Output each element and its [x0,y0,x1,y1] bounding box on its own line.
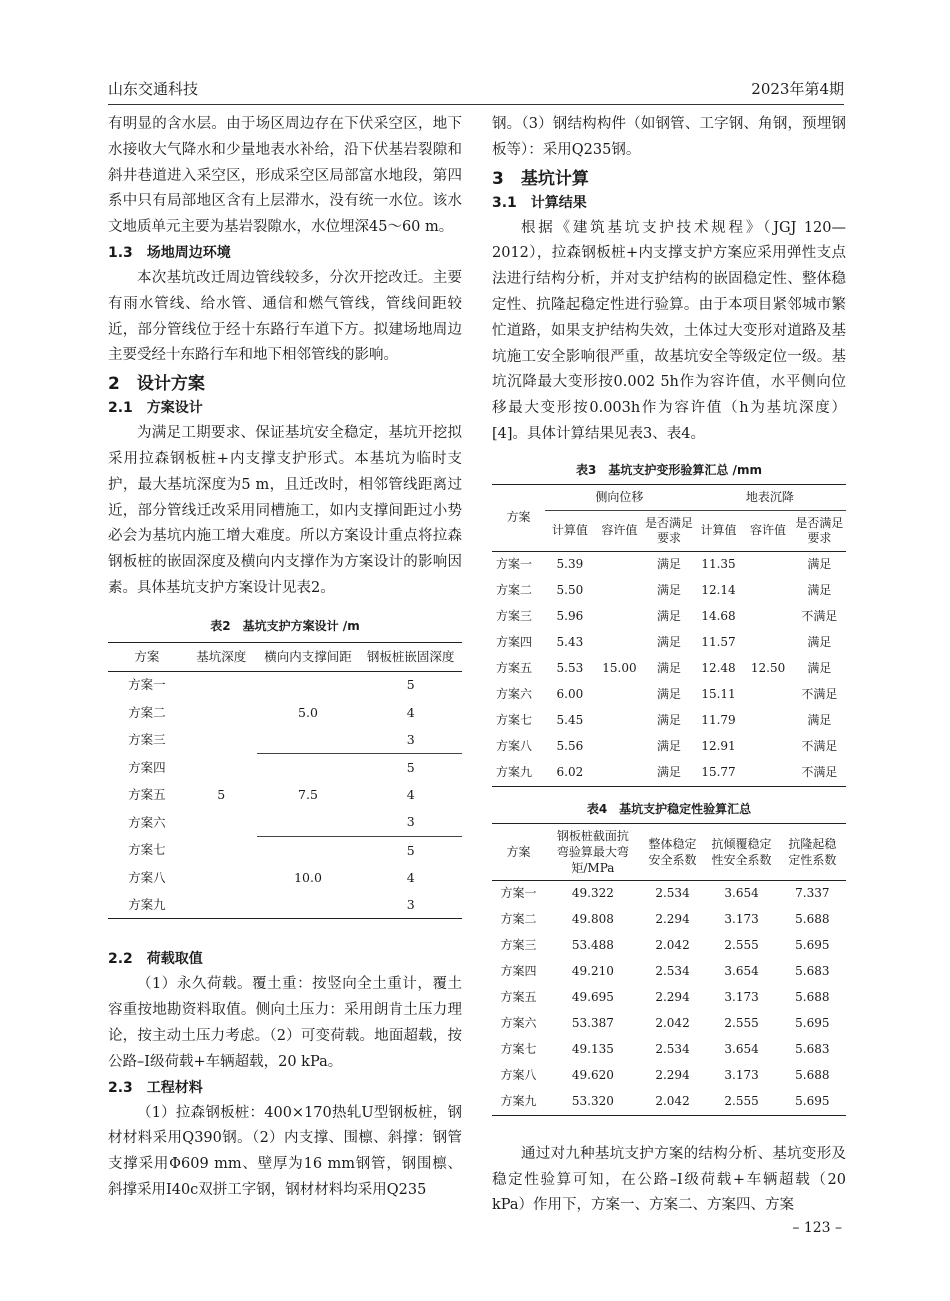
table-4-moment: 49.322 [571,885,614,900]
table-4-scheme: 方案六 [500,1015,537,1030]
table-2-embed: 3 [359,809,462,837]
table-2-embed: 4 [406,787,415,803]
table-3-lateral-ok: 满足 [656,686,681,701]
table-3-header-allow: 容许值 [743,510,793,551]
table-2-scheme: 方案二 [128,704,166,720]
table-3 [492,484,846,787]
table-3-row [492,760,846,787]
paragraph-2-1: 为满足工期要求、保证基坑安全稳定，基坑开挖拟采用拉森钢板桩+内支撑支护形式。本基坑为临时支护，最大基坑深度为5 m，且迁改时，相邻管线距离过近，部分管线迁改采用同槽施工，如内支撑间距过小势必会为基坑内施工增大难度。所以方案设计重点将拉森钢板桩的嵌固深度及横向内支撑作为方案设计的影响因素。具体基坑支护方案设计见表2。 [108,425,462,596]
table-3-lateral-ok: 满足 [656,738,681,753]
table-4-row [492,907,846,933]
table-4-scheme: 方案八 [500,1067,537,1082]
table-4-scheme: 方案二 [500,911,537,926]
table-4-overturn: 2.555 [724,1015,759,1030]
table-3-scheme: 方案二 [496,582,533,597]
table-2-embed: 5 [406,677,415,693]
table-3-header-scheme: 方案 [492,484,545,551]
table-4-uplift: 5.683 [795,963,830,978]
table-3-row [492,682,846,708]
table-4-uplift: 5.688 [795,911,830,926]
table-4-header: 整体稳定安全系数 [641,823,705,880]
table-3-settle-calc: 12.91 [701,738,736,753]
section-2-heading: 2 设计方案 [108,374,205,395]
table-4-header: 钢板桩截面抗弯验算最大弯矩/MPa [545,823,641,880]
table-4-moment: 53.320 [571,1093,614,1108]
table-3-header-ok: 是否满足要求 [644,510,694,551]
table-4-overturn: 3.173 [724,1067,759,1082]
page-number: – 123 – [792,1220,842,1236]
table-3-scheme: 方案一 [496,556,533,571]
table-4-overall: 2.042 [655,1093,690,1108]
table-3-row [492,708,846,734]
table-4-scheme: 方案一 [500,885,537,900]
running-header [108,74,844,105]
table-4-row [492,880,846,907]
table-4-row [492,1037,846,1063]
table-4-overturn: 3.173 [724,989,759,1004]
table-3-lateral-calc: 5.56 [556,738,584,753]
table-2-embed: 5 [406,760,415,775]
table-3-scheme: 方案四 [496,634,533,649]
table-4-uplift: 5.695 [795,937,830,952]
table-2-scheme: 方案三 [128,732,166,748]
table-3-settle-ok: 不满足 [801,686,838,701]
table-4-header: 抗隆起稳定性系数 [779,823,846,880]
table-3-row [492,656,846,682]
table-2-header: 钢板桩嵌固深度 [359,642,462,671]
table-4-scheme: 方案四 [500,963,537,978]
table-4-row [492,1089,846,1116]
table-4-row [492,959,846,985]
table-4-overturn: 2.555 [724,937,759,952]
table-2-scheme: 方案八 [128,869,166,885]
paragraph-2-3: （1）拉森钢板桩：400×170热轧U型钢板桩，钢材材料采用Q390钢。（2）内支撑、围檩、斜撑：钢管支撑采用Φ609 mm、壁厚为16 mm钢管，钢围檩、斜撑采用I40c双拼工字钢，钢材材料均采用Q235 [108,1104,462,1199]
table-3-header-allow: 容许值 [595,510,645,551]
paragraph-2-2: （1）永久荷载。覆土重：按竖向全土重计，覆土容重按地勘资料取值。侧向土压力：采用朗肯土压力理论，按主动土压力考虑。（2）可变荷载。地面超载，按公路–I级荷载+车辆超载，20 kPa。 [108,976,462,1070]
table-2-header: 方案 [108,642,186,671]
table-4-scheme: 方案五 [500,989,537,1004]
table-2-depth: 5 [217,787,226,803]
table-2-scheme: 方案一 [128,677,166,693]
table-3-settle-calc: 15.11 [701,686,736,701]
table-2-embed: 5 [406,842,415,858]
table-3-lateral-calc: 6.02 [556,764,584,779]
table-2-scheme: 方案六 [128,814,166,830]
table-2-embed: 3 [359,726,462,754]
table-3-lateral-calc: 6.00 [556,686,584,701]
table-4-scheme: 方案九 [500,1093,537,1108]
table-3-settle-ok: 满足 [807,582,832,597]
table-4-overall: 2.534 [655,1041,690,1056]
table-2-header: 横向内支撑间距 [257,642,360,671]
table-3-row [492,551,846,578]
table-3-lateral-calc: 5.53 [556,660,584,675]
table-4-uplift: 5.683 [795,1041,830,1056]
table-2-scheme: 方案五 [128,787,166,803]
table-3-settle-ok: 满足 [807,634,832,649]
table-4-moment: 53.488 [571,937,614,952]
table-3-lateral-ok: 满足 [656,634,681,649]
table-4-scheme: 方案七 [500,1041,537,1056]
table-3-scheme: 方案八 [496,738,533,753]
table-3-header-settlement: 地表沉降 [694,484,846,510]
table-4-overturn: 2.555 [724,1093,759,1108]
table-3-settle-allow: 12.50 [750,660,786,675]
table-3-scheme: 方案三 [496,608,533,623]
paragraph-3-1: 根据《建筑基坑支护技术规程》（JGJ 120—2012），拉森钢板桩+内支撑支护方案应采用弹性支点法进行结构分析，并对支护结构的嵌固稳定性、整体稳定性、抗隆起稳定性进行验算。由于本项目紧邻城市繁忙道路，如果支护结构失效，土体过大变形对道路及基坑施工安全影响很严重，故基坑安全等级定位一级。基坑沉降最大变形按0.002 5h作为容许值，水平侧向位移最大变形按0.003h作为容许值（h为基坑深度）[4]。具体计算结果见表3、表4。 [492,219,846,442]
table-3-body [492,551,846,786]
table-3-lateral-ok: 满足 [656,764,681,779]
paragraph-1-3: 本次基坑改迁周边管线较多，分次开挖改迁。主要有雨水管线、给水管、通信和燃气管线，管线间距较近，部分管线位于经十东路行车道下方。拟建场地周边主要受经十东路行车和地下相邻管线的影响。 [108,269,462,364]
table-4-row [492,933,846,959]
table-3-lateral-calc: 5.45 [556,712,584,727]
paragraph-conclusion: 通过对九种基坑支护方案的结构分析、基坑变形及稳定性验算可知，在公路–I级荷载+车辆超载（20 kPa）作用下，方案一、方案二、方案四、方案 [492,1145,846,1214]
table-4-overturn: 3.654 [724,1041,759,1056]
table-3-settle-ok: 不满足 [801,738,838,753]
paragraph-continued: 有明显的含水层。由于场区周边存在下伏采空区，地下水接收大气降水和少量地表水补给，沿下伏基岩裂隙和斜井巷道进入采空区，形成采空区局部富水地段，第四系中只有局部地区含有上层滞水，没有统一水位。该水文地质单元主要为基岩裂隙水，水位埋深45～60 m。 [108,116,462,236]
table-3-settle-calc: 12.48 [701,660,736,675]
section-2-2-heading: 2.2 荷载取值 [108,951,203,968]
table-4-uplift: 5.688 [795,989,830,1004]
table-3-settle-ok: 满足 [807,660,832,675]
table-4-moment: 49.135 [571,1041,614,1056]
table-4-body [492,880,846,1115]
table-2-embed: 4 [406,869,415,885]
table-4-overall: 2.534 [655,963,690,978]
section-2-1-heading: 2.1 方案设计 [108,400,203,417]
issue-number: 2023年第4期 [751,80,844,98]
table-3-settle-calc: 14.68 [701,608,736,623]
section-2-3-heading: 2.3 工程材料 [108,1079,203,1096]
paragraph-continued-right: 钢。（3）钢结构构件（如钢管、工字钢、角钢，预埋钢板等）：采用Q235钢。 [492,116,846,158]
table-2-scheme: 方案四 [128,759,166,775]
table-4-moment: 49.620 [571,1067,614,1082]
table-3-lateral-calc: 5.43 [556,634,584,649]
section-3-heading: 3 基坑计算 [492,168,589,189]
table-2-spacing: 5.0 [257,671,360,754]
right-column [492,112,846,1219]
table-2-scheme: 方案九 [128,896,166,912]
table-4-moment: 53.387 [571,1015,614,1030]
table-3-settle-ok: 满足 [807,556,832,571]
table-3-settle-calc: 11.35 [701,556,736,571]
table-4-overall: 2.042 [655,937,690,952]
table-3-settle-calc: 11.57 [701,634,736,649]
table-2-embed: 4 [406,704,415,720]
section-3-1-heading: 3.1 计算结果 [492,194,587,211]
table-3-header-ok: 是否满足要求 [793,510,846,551]
table-4-uplift: 5.688 [795,1067,830,1082]
table-3-settle-ok: 满足 [807,712,832,727]
table-3-settle-calc: 12.14 [701,582,736,597]
table-3-lateral-ok: 满足 [656,556,681,571]
table-3-row [492,578,846,604]
table-3-lateral-ok: 满足 [656,712,681,727]
table-4-uplift: 5.695 [795,1015,830,1030]
table-4-overall: 2.042 [655,1015,690,1030]
table-4-row [492,1063,846,1089]
table-4-overturn: 3.654 [724,963,759,978]
table-3-lateral-calc: 5.50 [556,582,584,597]
table-4-uplift: 5.695 [795,1093,830,1108]
table-3-lateral-ok: 满足 [656,660,681,675]
table-3-header-calc: 计算值 [694,510,744,551]
table-2-spacing: 7.5 [257,754,360,837]
table-3-settle-calc: 15.77 [701,764,736,779]
table-3-header-calc: 计算值 [545,510,595,551]
section-1-3-heading: 1.3 场地周边环境 [108,244,231,261]
table-3-settle-calc: 11.79 [701,712,736,727]
table-3-settle-ok: 不满足 [801,608,838,623]
table-4-overall: 2.294 [655,989,690,1004]
table-3-row [492,734,846,760]
table-4-header: 抗倾覆稳定性安全系数 [704,823,778,880]
table-3-scheme: 方案七 [496,712,533,727]
journal-name: 山东交通科技 [108,80,199,98]
table-3-lateral-calc: 5.39 [556,556,584,571]
table-4-overall: 2.294 [655,1067,690,1082]
table-4-overturn: 3.654 [724,885,759,900]
table-3-scheme: 方案五 [496,660,533,675]
table-4-header: 方案 [492,823,545,880]
table-4-overall: 2.534 [655,885,690,900]
table-3-lateral-allow: 15.00 [602,660,637,675]
table-4-moment: 49.808 [571,911,614,926]
table-4-caption: 表4 基坑支护稳定性验算汇总 [586,801,752,816]
table-3-lateral-ok: 满足 [656,582,681,597]
table-3-row [492,630,846,656]
table-2-spacing: 10.0 [294,869,322,885]
table-3-scheme: 方案六 [496,686,533,701]
table-3-caption: 表3 基坑支护变形验算汇总 /mm [576,462,762,477]
table-4 [492,823,846,1116]
table-2-scheme: 方案七 [128,842,166,858]
table-4-row [492,985,846,1011]
table-4-moment: 49.695 [571,989,614,1004]
table-4-row [492,1011,846,1037]
table-4-overall: 2.294 [655,911,690,926]
left-column [108,112,462,1204]
table-2 [108,642,462,920]
table-2-header: 基坑深度 [186,642,257,671]
table-4-uplift: 7.337 [795,885,830,900]
table-3-row [492,604,846,630]
table-3-settle-ok: 不满足 [801,764,838,779]
table-3-lateral-calc: 5.96 [556,608,584,623]
table-3-header-lateral: 侧向位移 [545,484,694,510]
table-2-caption: 表2 基坑支护方案设计 /m [210,618,360,633]
table-3-lateral-ok: 满足 [656,608,681,623]
table-4-overturn: 3.173 [724,911,759,926]
table-2-embed: 3 [406,896,415,912]
table-3-scheme: 方案九 [496,764,533,779]
table-4-moment: 49.210 [571,963,614,978]
table-4-scheme: 方案三 [500,937,537,952]
